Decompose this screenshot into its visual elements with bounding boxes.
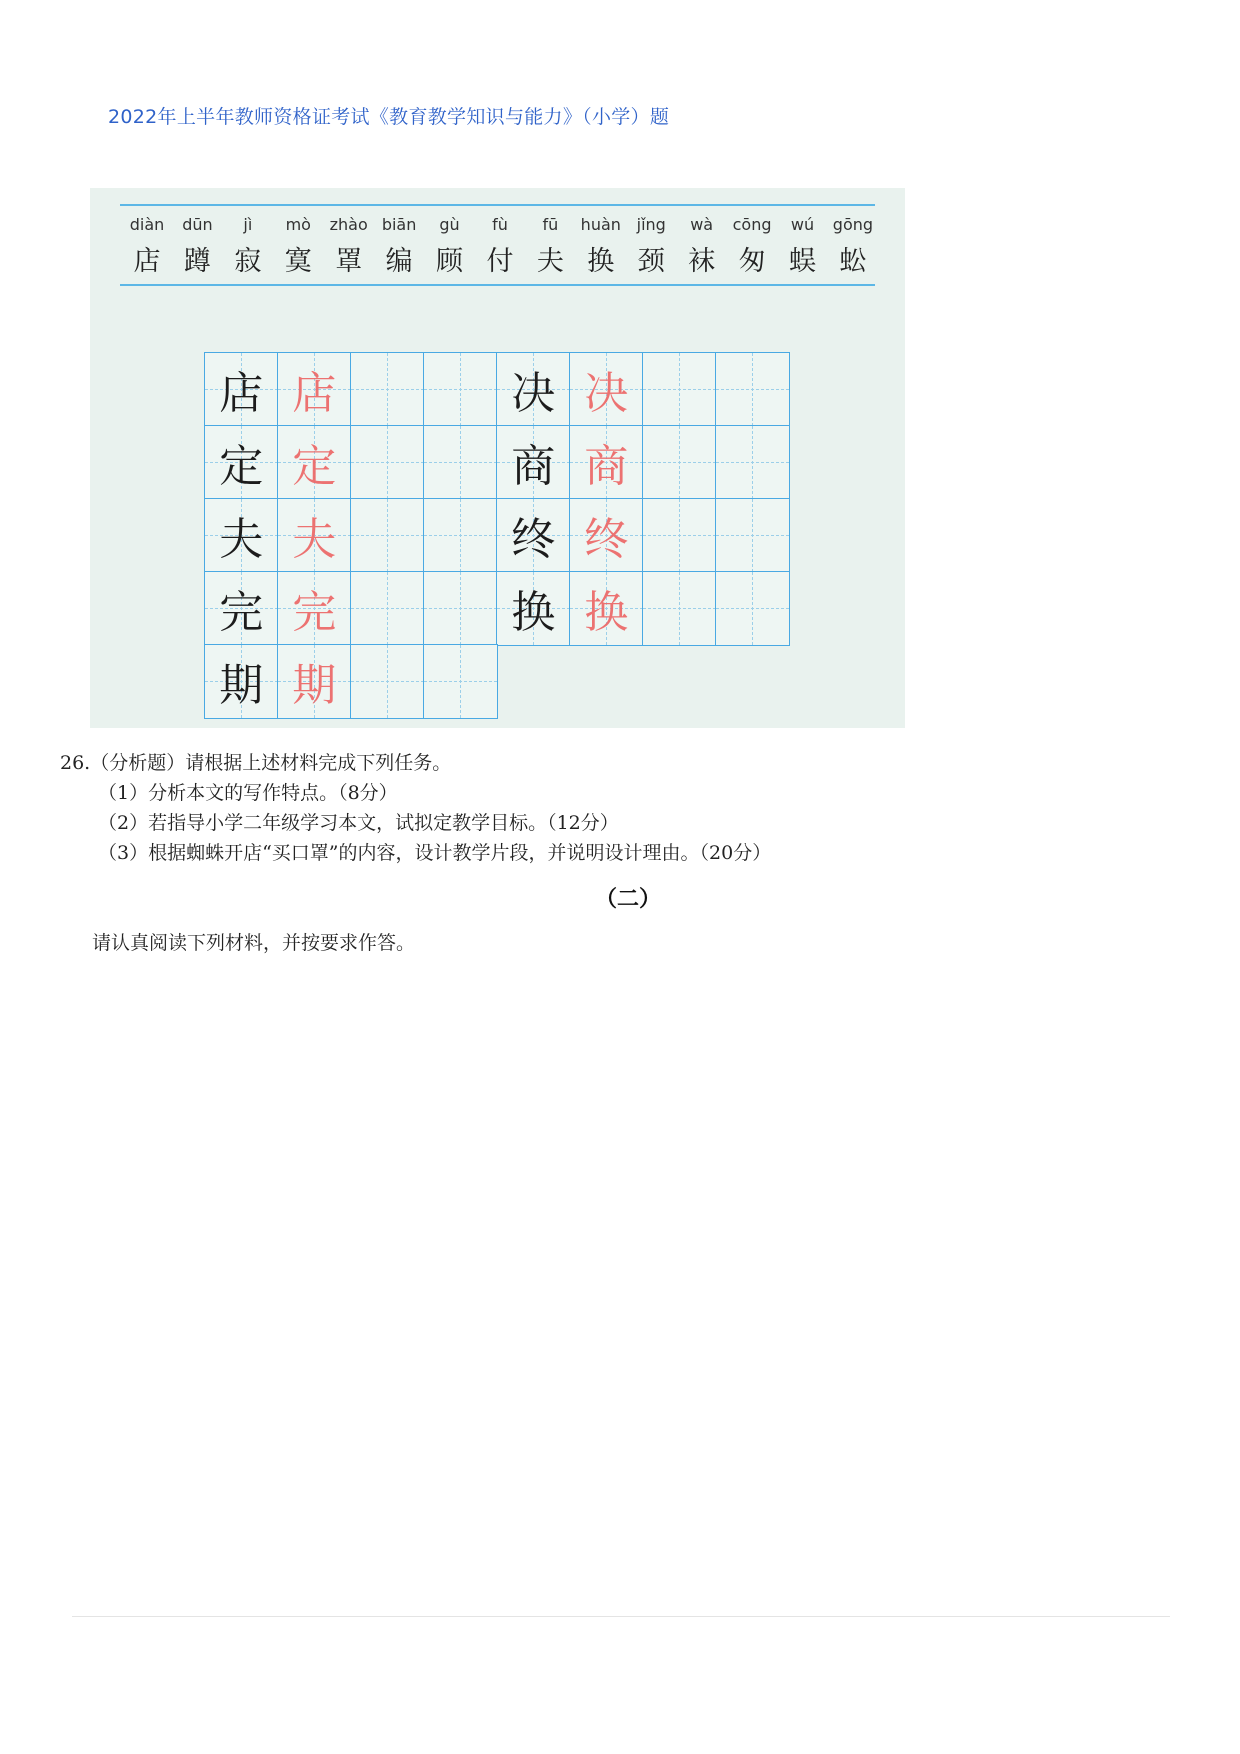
model-character: 店: [219, 368, 264, 420]
vocab-pinyin: cōng: [732, 215, 772, 234]
vocab-item: [629, 215, 673, 278]
vocab-pinyin: dūn: [182, 215, 213, 234]
vocab-item: [579, 215, 623, 278]
vocab-pinyin: diàn: [129, 215, 165, 234]
grid-trace-char-cell: [569, 425, 644, 500]
grid-trace-char-cell: [569, 571, 644, 646]
grid-practice-cell: [423, 352, 498, 427]
grid-trace-char-cell: [277, 352, 352, 427]
trace-character: 定: [292, 441, 337, 493]
model-character: 夫: [219, 514, 264, 566]
section-instruction: 请认真阅读下列材料，并按要求作答。: [92, 932, 416, 954]
grid-trace-char-cell: [277, 425, 352, 500]
trace-character: 换: [584, 587, 629, 639]
grid-trace-char-cell: [277, 644, 352, 719]
vocab-character: 匆: [738, 246, 766, 277]
section-heading: （二）: [595, 886, 662, 912]
vocab-character: 罩: [335, 246, 363, 277]
footer-divider: [72, 1616, 1170, 1617]
grid-model-char-cell: [496, 425, 571, 500]
trace-character: 夫: [292, 514, 337, 566]
vocab-character: 袜: [688, 246, 716, 277]
vocab-pinyin: biān: [381, 215, 417, 234]
vocab-character: 换: [587, 246, 615, 277]
grid-model-char-cell: [496, 498, 571, 573]
vocab-pinyin: mò: [285, 215, 311, 234]
vocab-pinyin: jǐng: [636, 215, 666, 234]
trace-character: 商: [584, 441, 629, 493]
grid-practice-cell: [350, 571, 425, 646]
vocab-character: 蜈: [788, 246, 816, 277]
vocab-character: 蹲: [183, 246, 211, 277]
vocab-item: [680, 215, 724, 278]
vocab-item: [226, 215, 270, 278]
grid-model-char-cell: [204, 352, 279, 427]
vocab-pinyin: huàn: [580, 215, 621, 234]
vocab-character: 顾: [436, 246, 464, 277]
grid-practice-cell: [642, 352, 717, 427]
vocab-character: 颈: [637, 246, 665, 277]
vocab-pinyin: fù: [492, 215, 508, 234]
trace-character: 店: [292, 368, 337, 420]
vocab-item: [327, 215, 371, 278]
question-item-3: （3）根据蜘蛛开店“买口罩”的内容，设计教学片段，并说明设计理由。（20分）: [98, 842, 772, 864]
grid-practice-cell: [715, 498, 790, 573]
vocab-character: 店: [133, 246, 161, 277]
trace-character: 期: [292, 660, 337, 712]
grid-trace-char-cell: [277, 498, 352, 573]
vocab-pinyin: zhào: [329, 215, 368, 234]
grid-practice-cell: [350, 498, 425, 573]
vocab-item: [478, 215, 522, 278]
writing-grid: [204, 352, 788, 717]
grid-empty-area: [642, 644, 717, 719]
model-character: 期: [219, 660, 264, 712]
vocabulary-row: [125, 215, 875, 278]
grid-practice-cell: [350, 425, 425, 500]
vocab-pinyin: wà: [690, 215, 714, 234]
grid-empty-area: [496, 644, 571, 719]
vocab-pinyin: gù: [439, 215, 460, 234]
vocab-item: [831, 215, 875, 278]
model-character: 定: [219, 441, 264, 493]
vocab-top-rule: [120, 204, 875, 206]
model-character: 决: [511, 368, 556, 420]
trace-character: 完: [292, 587, 337, 639]
grid-model-char-cell: [204, 571, 279, 646]
model-character: 终: [511, 514, 556, 566]
question-item-1: （1）分析本文的写作特点。（8分）: [98, 782, 398, 804]
vocab-character: 寞: [284, 246, 312, 277]
vocab-item: [276, 215, 320, 278]
model-character: 完: [219, 587, 264, 639]
vocab-item: [780, 215, 824, 278]
grid-trace-char-cell: [569, 498, 644, 573]
lesson-figure: [90, 188, 905, 728]
trace-character: 终: [584, 514, 629, 566]
grid-practice-cell: [715, 425, 790, 500]
question-stem: 26.（分析题）请根据上述材料完成下列任务。: [60, 752, 452, 774]
vocab-pinyin: wú: [790, 215, 815, 234]
grid-trace-char-cell: [277, 571, 352, 646]
vocab-item: [428, 215, 472, 278]
grid-model-char-cell: [204, 498, 279, 573]
vocab-bottom-rule: [120, 284, 875, 286]
vocab-item: [377, 215, 421, 278]
vocab-item: [528, 215, 572, 278]
grid-practice-cell: [423, 425, 498, 500]
model-character: 换: [511, 587, 556, 639]
trace-character: 决: [584, 368, 629, 420]
vocab-character: 夫: [536, 246, 564, 277]
grid-practice-cell: [423, 498, 498, 573]
vocab-pinyin: fū: [542, 215, 559, 234]
vocab-character: 付: [486, 246, 514, 277]
page-title: 2022年上半年教师资格证考试《教育教学知识与能力》（小学）题: [108, 106, 670, 128]
grid-practice-cell: [423, 644, 498, 719]
grid-model-char-cell: [204, 425, 279, 500]
grid-practice-cell: [715, 571, 790, 646]
vocab-character: 寂: [234, 246, 262, 277]
vocab-item: [125, 215, 169, 278]
vocab-pinyin: jì: [243, 215, 253, 234]
grid-practice-cell: [715, 352, 790, 427]
vocab-character: 编: [385, 246, 413, 277]
grid-practice-cell: [642, 571, 717, 646]
grid-trace-char-cell: [569, 352, 644, 427]
vocab-pinyin: gōng: [832, 215, 874, 234]
question-item-2: （2）若指导小学二年级学习本文，试拟定教学目标。（12分）: [98, 812, 619, 834]
grid-model-char-cell: [204, 644, 279, 719]
grid-practice-cell: [350, 644, 425, 719]
grid-empty-area: [569, 644, 644, 719]
grid-practice-cell: [642, 425, 717, 500]
vocab-item: [175, 215, 219, 278]
model-character: 商: [511, 441, 556, 493]
grid-empty-area: [715, 644, 790, 719]
grid-practice-cell: [350, 352, 425, 427]
vocab-character: 蚣: [839, 246, 867, 277]
grid-model-char-cell: [496, 352, 571, 427]
grid-practice-cell: [423, 571, 498, 646]
vocab-item: [730, 215, 774, 278]
grid-model-char-cell: [496, 571, 571, 646]
grid-practice-cell: [642, 498, 717, 573]
